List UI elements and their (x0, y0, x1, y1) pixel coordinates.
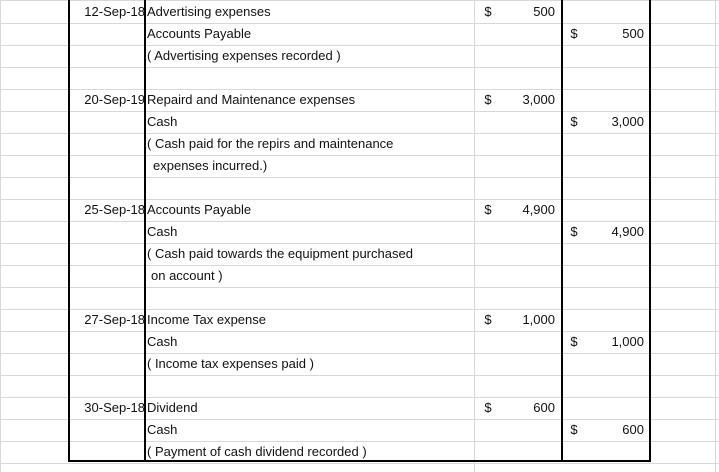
credit-account[interactable]: Cash (147, 224, 178, 239)
debit-account[interactable]: Advertising expenses (147, 4, 271, 19)
gridline (0, 67, 719, 68)
gridline (0, 265, 719, 266)
debit-currency[interactable]: $ (484, 400, 492, 415)
gridline (0, 177, 719, 178)
gridline (0, 375, 719, 376)
gridline (0, 155, 719, 156)
entry-date[interactable]: 12-Sep-18 (84, 4, 145, 19)
entry-date[interactable]: 30-Sep-18 (84, 400, 145, 415)
narration[interactable]: ( Income tax expenses paid ) (147, 356, 314, 371)
credit-amount[interactable]: 1,000 (611, 334, 644, 349)
narration-continued[interactable]: expenses incurred.) (153, 158, 268, 173)
credit-account[interactable]: Cash (147, 422, 178, 437)
entry-date[interactable]: 27-Sep-18 (84, 312, 145, 327)
column-border (144, 0, 146, 462)
debit-amount[interactable]: 500 (533, 4, 555, 19)
credit-account[interactable]: Cash (147, 114, 178, 129)
debit-currency[interactable]: $ (484, 4, 492, 19)
debit-account[interactable]: Income Tax expense (147, 312, 266, 327)
credit-amount[interactable]: 4,900 (611, 224, 644, 239)
credit-currency[interactable]: $ (570, 422, 578, 437)
gridline (715, 0, 716, 472)
credit-currency[interactable]: $ (570, 224, 578, 239)
entry-date[interactable]: 20-Sep-19 (84, 92, 145, 107)
credit-currency[interactable]: $ (570, 334, 578, 349)
credit-amount[interactable]: 3,000 (611, 114, 644, 129)
debit-account[interactable]: Repaird and Maintenance expenses (147, 92, 356, 107)
narration-continued[interactable]: on account ) (151, 268, 223, 283)
gridline (0, 45, 719, 46)
debit-account[interactable]: Dividend (147, 400, 198, 415)
narration[interactable]: ( Cash paid for the repirs and maintenance (147, 136, 394, 151)
credit-account[interactable]: Cash (147, 334, 178, 349)
debit-account[interactable]: Accounts Payable (147, 202, 252, 217)
credit-currency[interactable]: $ (570, 26, 578, 41)
debit-amount[interactable]: 600 (533, 400, 555, 415)
column-border (68, 0, 70, 462)
credit-amount[interactable]: 500 (622, 26, 644, 41)
debit-amount[interactable]: 4,900 (522, 202, 555, 217)
gridline (0, 463, 719, 464)
narration[interactable]: ( Advertising expenses recorded ) (147, 48, 341, 63)
entry-date[interactable]: 25-Sep-18 (84, 202, 145, 217)
gridline (0, 353, 719, 354)
column-border (561, 0, 563, 462)
credit-account[interactable]: Accounts Payable (147, 26, 252, 41)
gridline (474, 0, 475, 472)
column-border (649, 0, 651, 462)
debit-currency[interactable]: $ (484, 312, 492, 327)
debit-amount[interactable]: 1,000 (522, 312, 555, 327)
narration[interactable]: ( Cash paid towards the equipment purchased (147, 246, 413, 261)
credit-amount[interactable]: 600 (622, 422, 644, 437)
debit-amount[interactable]: 3,000 (522, 92, 555, 107)
narration[interactable]: ( Payment of cash dividend recorded ) (147, 444, 367, 459)
credit-currency[interactable]: $ (570, 114, 578, 129)
debit-currency[interactable]: $ (484, 92, 492, 107)
debit-currency[interactable]: $ (484, 202, 492, 217)
gridline (0, 287, 719, 288)
gridline (0, 0, 1, 472)
